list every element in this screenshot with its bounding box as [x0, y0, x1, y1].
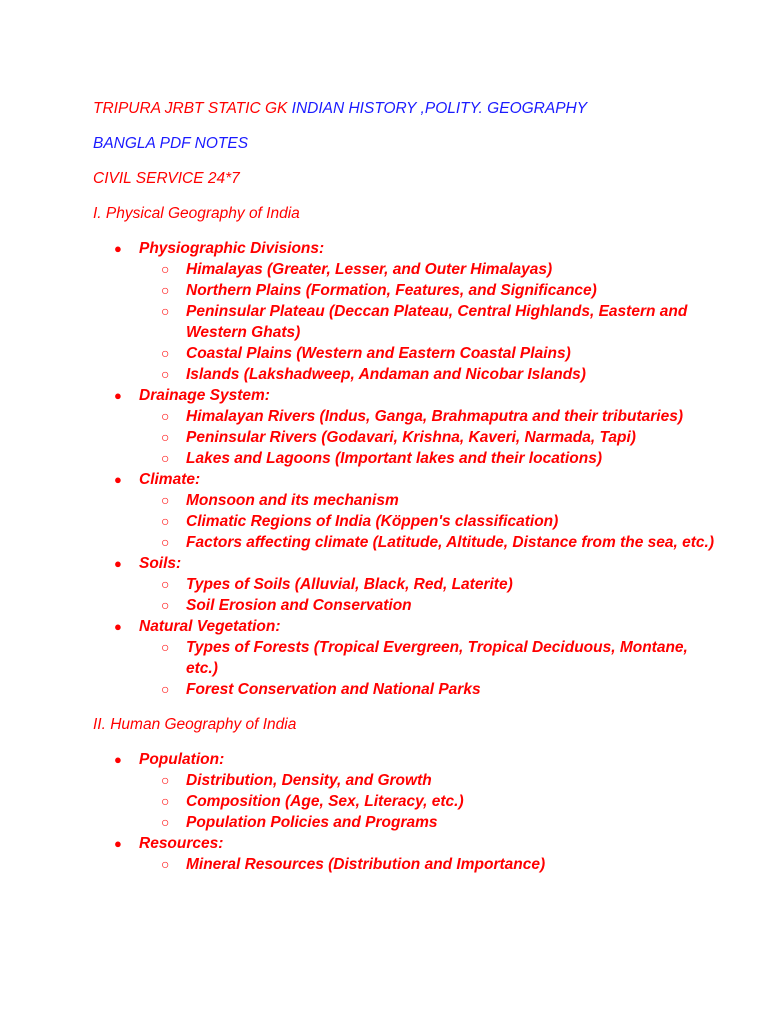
subtopic-label: Himalayas (Greater, Lesser, and Outer Himalayas) [186, 261, 553, 278]
section-title: II. Human Geography of India [93, 716, 297, 733]
hollow-bullet-icon: ○ [161, 345, 170, 361]
subtopic-label: Mineral Resources (Distribution and Importance) [186, 856, 546, 873]
hollow-bullet-icon: ○ [161, 681, 170, 697]
hollow-bullet-icon: ○ [161, 408, 170, 424]
hollow-bullet-icon: ○ [161, 534, 170, 550]
topic-list [93, 749, 723, 875]
hollow-bullet-icon: ○ [161, 772, 170, 788]
header-line-2: BANGLA PDF NOTES [93, 135, 249, 152]
filled-bullet-icon: ● [114, 619, 122, 634]
subtopic-list [139, 259, 723, 385]
subtopic-list [139, 490, 723, 553]
topic-item [93, 616, 723, 700]
subtopic-item [139, 259, 723, 280]
filled-bullet-icon: ● [114, 241, 122, 256]
hollow-bullet-icon: ○ [161, 366, 170, 382]
hollow-bullet-icon: ○ [161, 303, 170, 319]
subtopic-list [139, 770, 723, 833]
hollow-bullet-icon: ○ [161, 814, 170, 830]
topic-label: Natural Vegetation: [139, 618, 281, 635]
subtopic-item [139, 427, 723, 448]
subtopic-item [139, 532, 723, 553]
subtopic-item [139, 574, 723, 595]
subtopic-label: Peninsular Plateau (Deccan Plateau, Central Highlands, Eastern and Western Ghats) [186, 303, 688, 341]
topic-label: Physiographic Divisions: [139, 240, 325, 257]
subtopic-label: Distribution, Density, and Growth [186, 772, 432, 789]
hollow-bullet-icon: ○ [161, 261, 170, 277]
subtopic-label: Islands (Lakshadweep, Andaman and Nicobar Islands) [186, 366, 586, 383]
document-page [93, 98, 723, 889]
subtopic-label: Monsoon and its mechanism [186, 492, 399, 509]
topic-label: Soils: [139, 555, 182, 572]
subtopic-label: Peninsular Rivers (Godavari, Krishna, Kaveri, Narmada, Tapi) [186, 429, 636, 446]
subtopic-label: Climatic Regions of India (Köppen's classification) [186, 513, 559, 530]
filled-bullet-icon: ● [114, 388, 122, 403]
subtopic-label: Northern Plains (Formation, Features, and Significance) [186, 282, 597, 299]
topic-label: Population: [139, 751, 225, 768]
subtopic-list [139, 854, 723, 875]
topic-item [93, 385, 723, 469]
subtopic-item [139, 343, 723, 364]
sections-container [93, 203, 723, 875]
filled-bullet-icon: ● [114, 472, 122, 487]
subtopic-label: Factors affecting climate (Latitude, Altitude, Distance from the sea, etc.) [186, 534, 714, 551]
topic-item [93, 469, 723, 553]
hollow-bullet-icon: ○ [161, 639, 170, 655]
subtopic-list [139, 406, 723, 469]
subtopic-item [139, 595, 723, 616]
topic-item [93, 749, 723, 833]
subtopic-item [139, 490, 723, 511]
hollow-bullet-icon: ○ [161, 793, 170, 809]
section-title: I. Physical Geography of India [93, 205, 300, 222]
filled-bullet-icon: ● [114, 556, 122, 571]
hollow-bullet-icon: ○ [161, 429, 170, 445]
filled-bullet-icon: ● [114, 752, 122, 767]
subtopic-label: Lakes and Lagoons (Important lakes and their locations) [186, 450, 602, 467]
subtopic-item [139, 280, 723, 301]
subtopic-item [139, 770, 723, 791]
hollow-bullet-icon: ○ [161, 282, 170, 298]
filled-bullet-icon: ● [114, 836, 122, 851]
subtopic-label: Population Policies and Programs [186, 814, 438, 831]
hollow-bullet-icon: ○ [161, 513, 170, 529]
header-red-text: TRIPURA JRBT STATIC GK [93, 100, 292, 117]
topic-label: Drainage System: [139, 387, 270, 404]
hollow-bullet-icon: ○ [161, 856, 170, 872]
hollow-bullet-icon: ○ [161, 450, 170, 466]
subtopic-item [139, 854, 723, 875]
subtopic-label: Composition (Age, Sex, Literacy, etc.) [186, 793, 464, 810]
header-blue-text: INDIAN HISTORY ,POLITY. GEOGRAPHY [291, 100, 588, 117]
topic-item [93, 553, 723, 616]
topic-list [93, 238, 723, 700]
subtopic-item [139, 791, 723, 812]
topic-item [93, 238, 723, 385]
subtopic-item [139, 448, 723, 469]
subtopic-item [139, 812, 723, 833]
subtopic-list [139, 574, 723, 616]
topic-item [93, 833, 723, 875]
subtopic-label: Soil Erosion and Conservation [186, 597, 412, 614]
subtopic-label: Types of Forests (Tropical Evergreen, Tropical Deciduous, Montane, etc.) [186, 639, 688, 677]
topic-label: Climate: [139, 471, 201, 488]
subtopic-item [139, 364, 723, 385]
subtopic-label: Coastal Plains (Western and Eastern Coastal Plains) [186, 345, 571, 362]
topic-label: Resources: [139, 835, 224, 852]
subtopic-item [139, 406, 723, 427]
subtopic-item [139, 679, 723, 700]
header-line-1 [93, 98, 723, 119]
subtopic-item [139, 637, 723, 679]
subtopic-label: Types of Soils (Alluvial, Black, Red, Laterite) [186, 576, 513, 593]
subtopic-item [139, 511, 723, 532]
hollow-bullet-icon: ○ [161, 492, 170, 508]
subtopic-list [139, 637, 723, 700]
subtopic-label: Himalayan Rivers (Indus, Ganga, Brahmaputra and their tributaries) [186, 408, 683, 425]
hollow-bullet-icon: ○ [161, 576, 170, 592]
subtopic-item [139, 301, 723, 343]
header-line-3: CIVIL SERVICE 24*7 [93, 170, 240, 187]
subtopic-label: Forest Conservation and National Parks [186, 681, 481, 698]
hollow-bullet-icon: ○ [161, 597, 170, 613]
